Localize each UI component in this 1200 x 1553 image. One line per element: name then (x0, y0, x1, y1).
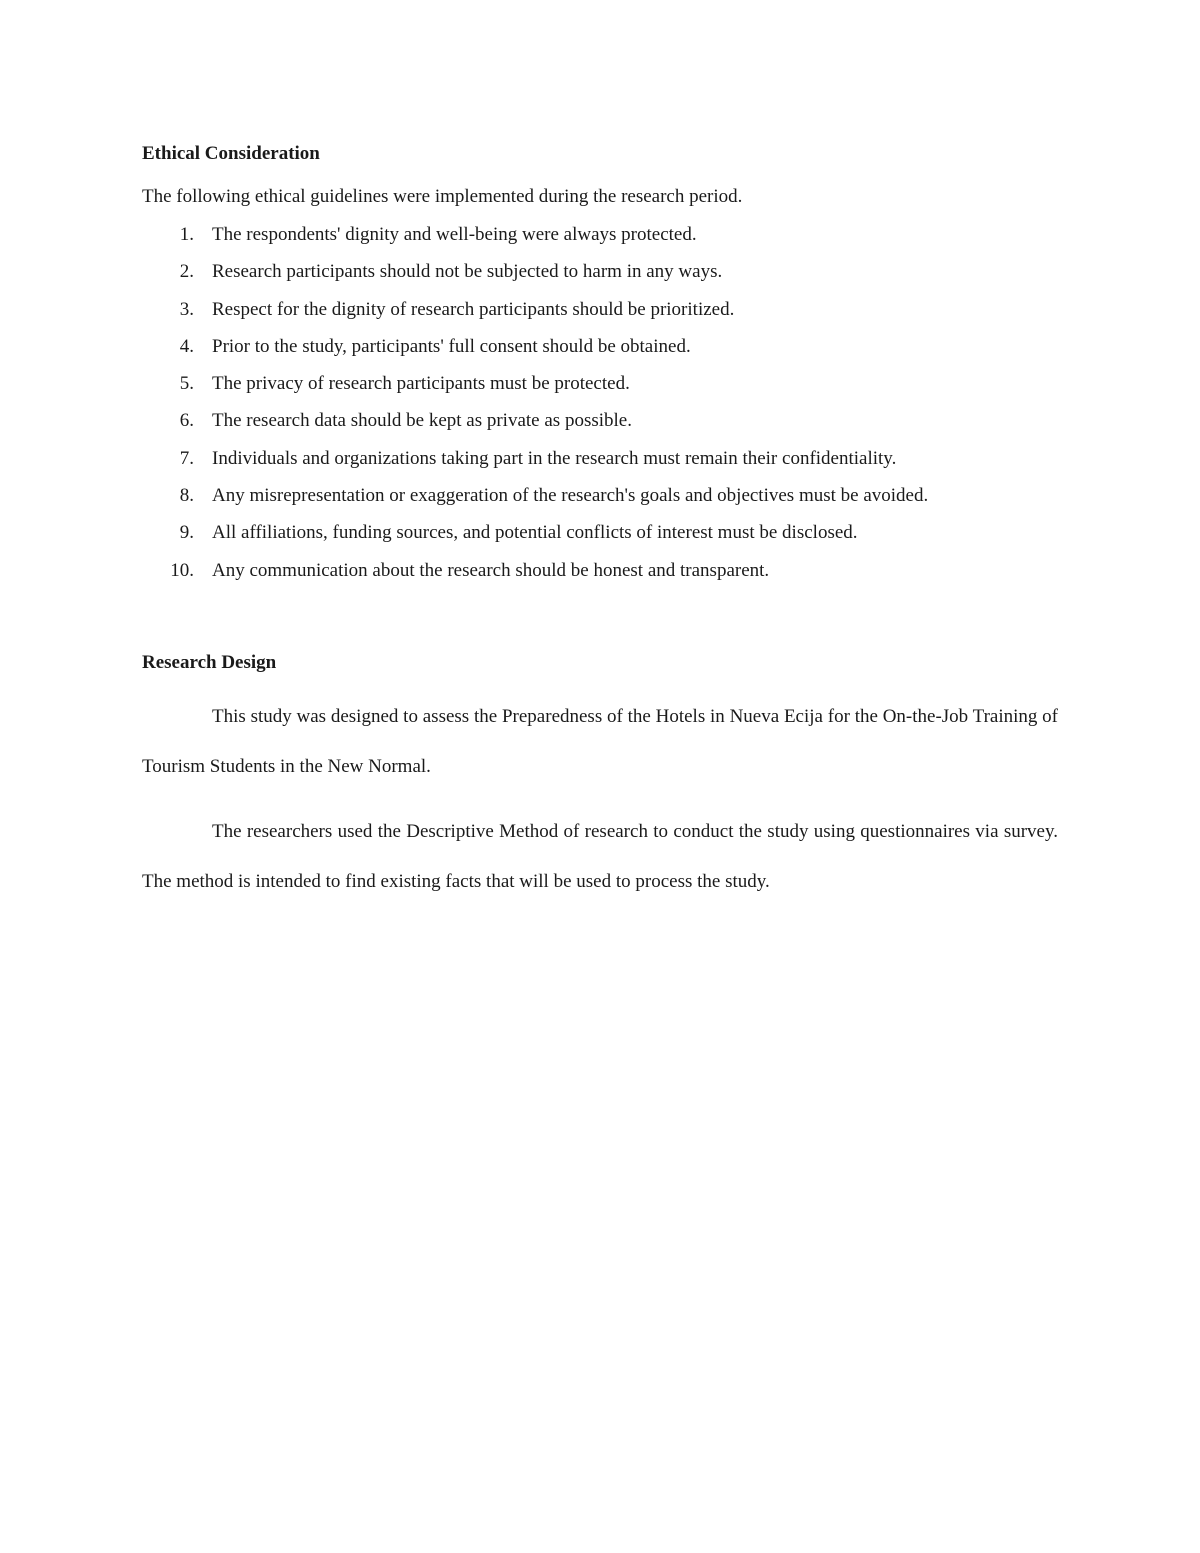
list-item-number: 2. (179, 261, 194, 283)
list-item (142, 482, 1058, 510)
list-item (142, 221, 1058, 249)
ethical-guidelines-list (142, 221, 1058, 585)
list-item-text: Any misrepresentation or exaggeration of the research's goals and objectives must be avoided. (212, 485, 929, 507)
list-item-number: 5. (179, 373, 194, 395)
list-item-text: The privacy of research participants must be protected. (212, 373, 630, 395)
document-content (142, 140, 1058, 907)
research-design-paragraph-1: This study was designed to assess the Preparedness of the Hotels in Nueva Ecija for the On-the-Job Training of Tourism Students in the New Normal. (142, 705, 1058, 777)
list-item (142, 519, 1058, 547)
research-design-heading: Research Design (142, 651, 277, 673)
list-item (142, 445, 1058, 473)
list-item (142, 370, 1058, 398)
list-item (142, 333, 1058, 361)
list-item-text: All affiliations, funding sources, and potential conflicts of interest must be disclosed. (212, 522, 858, 544)
list-item-number: 8. (179, 485, 194, 507)
list-item (142, 296, 1058, 324)
list-item-number: 6. (179, 410, 194, 432)
list-item-number: 9. (179, 522, 194, 544)
list-item (142, 557, 1058, 585)
research-design-paragraph-2: The researchers used the Descriptive Method of research to conduct the study using questionnaires via survey. The method is intended to find existing facts that will be used to process the study. (142, 820, 1058, 892)
list-item (142, 258, 1058, 286)
list-item-number: 3. (179, 298, 194, 320)
list-item-text: Respect for the dignity of research participants should be prioritized. (212, 298, 735, 320)
list-item-text: Any communication about the research should be honest and transparent. (212, 559, 770, 581)
list-item-number: 1. (179, 224, 194, 245)
list-item-text: The respondents' dignity and well-being were always protected. (212, 224, 697, 245)
list-item-number: 10. (170, 559, 194, 581)
list-item-number: 4. (179, 335, 194, 357)
list-item-text: The research data should be kept as private as possible. (212, 410, 632, 432)
ethical-intro-text: The following ethical guidelines were implemented during the research period. (142, 186, 743, 207)
list-item-text: Prior to the study, participants' full consent should be obtained. (212, 335, 691, 357)
list-item-text: Research participants should not be subjected to harm in any ways. (212, 261, 723, 283)
ethical-consideration-section (142, 140, 1058, 585)
list-item (142, 407, 1058, 435)
ethical-consideration-heading: Ethical Consideration (142, 143, 320, 164)
research-design-section (142, 649, 1058, 907)
list-item-text: Individuals and organizations taking part in the research must remain their confidentiality. (212, 447, 897, 469)
list-item-number: 7. (179, 447, 194, 469)
